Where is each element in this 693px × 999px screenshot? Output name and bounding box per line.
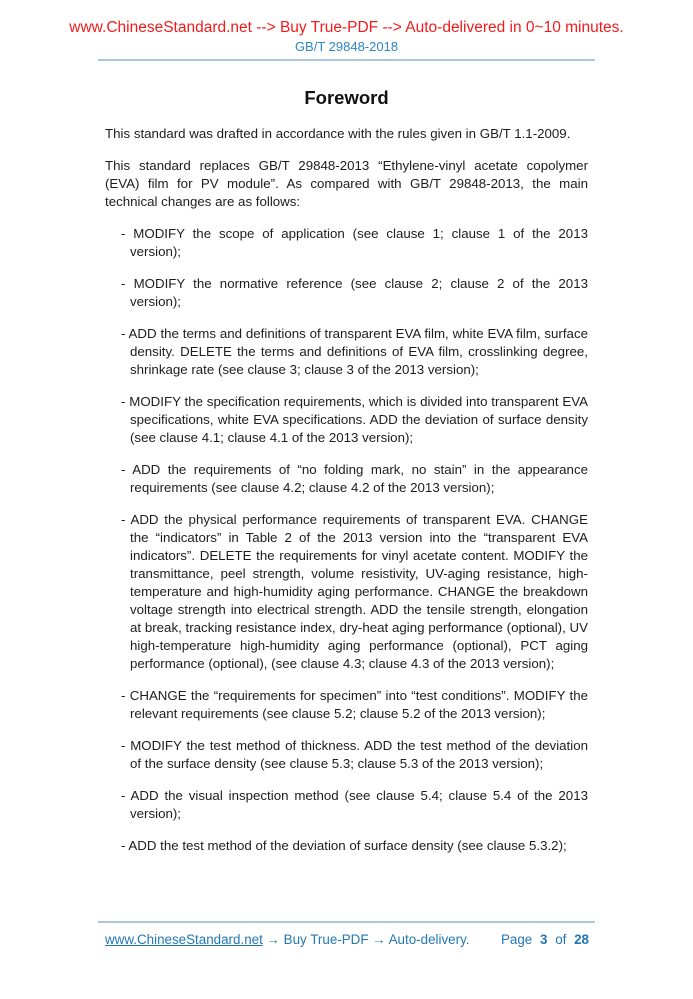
arrow-right-icon: → <box>266 932 280 947</box>
page-label: Page <box>500 932 533 947</box>
page-title: Foreword <box>304 87 389 108</box>
list-item-surface-density-test: - ADD the test method of the deviation of surface density (see clause 5.3.2); <box>121 838 567 853</box>
list-item-visual-inspection: - ADD the visual inspection method (see clause 5.4; clause 5.4 of the 2013 version); <box>121 788 588 821</box>
page-footer <box>98 921 595 948</box>
list-item-scope: - MODIFY the scope of application (see clause 1; clause 1 of the 2013 version); <box>121 226 588 259</box>
list-item-appearance-requirements: - ADD the requirements of “no folding mark, no stain” in the appearance requirements (see clause 4.2; clause 4.2 of the 2013 version); <box>121 462 588 495</box>
promo-banner[interactable]: www.ChineseStandard.net --> Buy True-PDF --> Auto-delivered in 0~10 minutes. <box>69 19 624 36</box>
list-item-specification-requirements: - MODIFY the specification requirements, which is divided into transparent EVA specifications, white EVA specifications. ADD the deviation of surface density (see clause 4.1; clause 4.1 of the 2013 version); <box>121 394 588 445</box>
paragraph-replaces: This standard replaces GB/T 29848-2013 “Ethylene-vinyl acetate copolymer (EVA) film for PV module”. As compared with GB/T 29848-2013, the main technical changes are as follows: <box>105 158 588 209</box>
standard-code: GB/T 29848-2018 <box>294 39 399 54</box>
page-indicator <box>497 932 589 948</box>
footer-delivery-text: Auto-delivery. <box>388 932 470 947</box>
footer-site-link[interactable]: www.ChineseStandard.net <box>105 932 263 947</box>
total-page-count: 28 <box>574 932 589 947</box>
current-page-number: 3 <box>540 932 548 947</box>
footer-divider <box>98 921 595 923</box>
list-item-physical-performance: - ADD the physical performance requirements of transparent EVA. CHANGE the “indicators” in Table 2 of the 2013 version into the “transparent EVA indicators”. DELETE the requirements for vinyl acetate content. MODIFY the transmittance, peel strength, volume resistivity, UV-aging resistance, high-temperature and high-humidity aging performance. CHANGE the breakdown voltage strength into electrical strength. ADD the tensile strength, elongation at break, tracking resistance index, dry-heat aging performance (optional), UV high-temperature high-humidity aging performance (optional), PCT aging performance (optional), (see clause 4.3; clause 4.3 of the 2013 version); <box>121 512 588 671</box>
of-label: of <box>555 932 567 947</box>
document-body <box>105 125 588 855</box>
footer-promo <box>105 932 470 948</box>
footer-buy-text: Buy True-PDF <box>283 932 369 947</box>
arrow-right-icon: → <box>372 932 386 947</box>
header-divider <box>98 59 595 61</box>
changes-list <box>105 225 588 855</box>
list-item-thickness-test-method: - MODIFY the test method of thickness. ADD the test method of the deviation of the surface density (see clause 5.3; clause 5.3 of the 2013 version); <box>121 738 588 771</box>
list-item-test-conditions: - CHANGE the “requirements for specimen” into “test conditions”. MODIFY the relevant requirements (see clause 5.2; clause 5.2 of the 2013 version); <box>121 688 588 721</box>
list-item-normative-reference: - MODIFY the normative reference (see clause 2; clause 2 of the 2013 version); <box>121 276 588 309</box>
paragraph-drafting: This standard was drafted in accordance with the rules given in GB/T 1.1-2009. <box>105 126 571 141</box>
list-item-terms-definitions: - ADD the terms and definitions of transparent EVA film, white EVA film, surface density. DELETE the terms and definitions of EVA film, crosslinking degree, shrinkage rate (see clause 3; clause 3 of the 2013 version); <box>121 326 588 377</box>
